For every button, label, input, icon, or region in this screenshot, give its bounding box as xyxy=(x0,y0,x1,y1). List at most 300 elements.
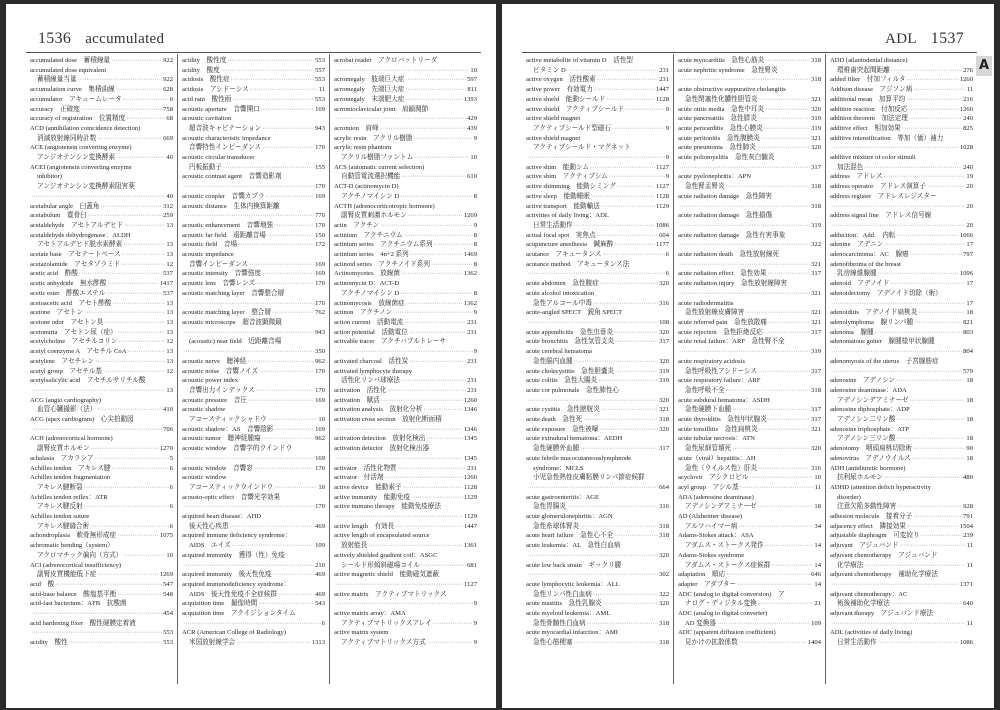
dictionary-entry xyxy=(678,396,821,415)
entry-term: accumulator アキュームレータ xyxy=(30,95,122,103)
entry-term: activities of daily living：ADL xyxy=(526,212,609,220)
page-reference: 6 xyxy=(169,464,173,472)
entry-line xyxy=(830,75,973,85)
dictionary-entry xyxy=(334,386,477,396)
entry-term: ACG (angio cardiography) xyxy=(30,396,102,404)
entry-line xyxy=(830,396,973,406)
dictionary-entry xyxy=(30,250,173,260)
entry-term: adapter アダプター xyxy=(678,580,737,588)
page-reference: 1346 xyxy=(463,406,477,414)
dot-leader xyxy=(434,240,473,250)
entry-line xyxy=(334,541,477,551)
entry-term: activator 付活剤 xyxy=(334,474,384,482)
dictionary-entry xyxy=(334,570,477,589)
dictionary-entry xyxy=(334,367,477,386)
entry-line xyxy=(830,541,973,551)
entry-line xyxy=(526,609,669,619)
page-reference: 5 xyxy=(169,454,173,462)
dictionary-entry xyxy=(830,211,973,230)
entry-term: acute radiation injury 急性放射線障害 xyxy=(678,280,788,288)
entry-term: acid hardening fixer 酸性硬膜定着液 xyxy=(30,619,136,627)
dot-leader xyxy=(878,638,959,648)
entry-term: acidosis 酸性症 xyxy=(182,76,230,84)
entry-line xyxy=(334,454,477,464)
page-reference: 319 xyxy=(811,124,821,132)
entry-line xyxy=(678,308,821,318)
dot-leader xyxy=(679,240,810,250)
entry-line xyxy=(334,561,477,571)
dictionary-entry xyxy=(334,444,477,463)
entry-line xyxy=(182,143,325,153)
entry-term: acute pericarditis 急性心膜炎 xyxy=(678,124,763,132)
guide-word: accumulated xyxy=(85,31,165,47)
dictionary-entry xyxy=(334,434,477,444)
dot-leader xyxy=(405,85,466,95)
entry-line xyxy=(678,483,821,493)
entry-line xyxy=(830,289,973,299)
dot-leader xyxy=(183,454,314,464)
entry-term: 音響特性インピーダンス xyxy=(189,144,262,152)
dictionary-entry xyxy=(182,357,325,367)
entry-line xyxy=(30,454,173,464)
dot-leader xyxy=(580,522,658,532)
dictionary-entry xyxy=(678,134,821,144)
entry-term: adenoidectomy アデノイド切除（術） xyxy=(830,289,942,297)
entry-term: ADC (analog to digital conversion) ア xyxy=(678,590,785,598)
entry-line xyxy=(182,250,325,260)
page-reference: 664 xyxy=(659,483,669,491)
dot-leader xyxy=(614,531,658,541)
dot-leader xyxy=(896,376,965,386)
dot-leader xyxy=(587,619,658,629)
dictionary-entry xyxy=(526,628,669,647)
entry-term: acyclovir アシクロビル xyxy=(678,474,749,482)
page-reference: 1086 xyxy=(655,221,669,229)
entry-term: acute glomerulonephritis：AGN xyxy=(526,513,613,521)
entry-term: active device 能動素子 xyxy=(334,483,402,491)
entry-line xyxy=(30,260,173,270)
dot-leader xyxy=(384,473,462,483)
page-reference: 1260 xyxy=(959,105,973,113)
dictionary-entry xyxy=(830,609,973,628)
dot-leader xyxy=(262,143,314,153)
page-reference: 9 xyxy=(665,173,669,181)
entry-line xyxy=(30,386,173,396)
entry-line xyxy=(526,599,669,609)
page-reference: 322 xyxy=(811,241,821,249)
entry-term: acoustic window 音響窓 xyxy=(182,464,253,472)
page-reference: 1346 xyxy=(463,425,477,433)
dictionary-entry xyxy=(526,134,669,163)
entry-line xyxy=(30,299,173,309)
dictionary-entry xyxy=(182,75,325,85)
entry-term: acute heart failure 急性心不全 xyxy=(526,532,614,540)
dictionary-entry xyxy=(334,628,477,647)
dictionary-entry xyxy=(182,570,325,580)
dictionary-entry xyxy=(830,308,973,318)
dictionary-entry xyxy=(526,386,669,405)
dot-leader xyxy=(274,221,314,231)
entry-term: AIDS エイズ xyxy=(189,542,231,550)
entry-line xyxy=(678,502,821,512)
entry-term: アセトアルデヒド脱水素酵素 xyxy=(37,241,123,249)
entry-term: acid 酸 xyxy=(30,580,55,588)
dot-leader xyxy=(913,512,962,522)
dot-leader xyxy=(679,347,810,357)
entry-term: active length 有効長 xyxy=(334,522,395,530)
page-reference: 9 xyxy=(473,309,477,317)
entry-line xyxy=(678,367,821,377)
dictionary-entry xyxy=(182,337,325,356)
page-reference: 170 xyxy=(315,386,325,394)
entry-term: acquisition time 撮像時間 xyxy=(182,600,258,608)
dot-leader xyxy=(593,590,658,600)
dictionary-entry xyxy=(30,638,173,648)
dot-leader xyxy=(765,105,810,115)
page-reference: 9 xyxy=(473,600,477,608)
entry-term: acetic ester 酢酸エステル xyxy=(30,289,106,297)
page-reference: 321 xyxy=(811,260,821,268)
guide-word: ADL xyxy=(885,31,917,47)
dictionary-entry xyxy=(830,551,973,570)
page-reference: 13 xyxy=(166,328,173,336)
entry-term: active immuno therapy 能動免疫療法 xyxy=(334,503,441,511)
dictionary-entry xyxy=(678,328,821,338)
dictionary-entry xyxy=(830,337,973,356)
dictionary-entry xyxy=(678,143,821,153)
entry-line xyxy=(526,240,669,250)
entry-term: 急性腎盂腎炎 xyxy=(685,183,725,191)
dictionary-entry xyxy=(678,124,821,134)
page-reference: 320 xyxy=(659,396,669,404)
entry-line xyxy=(526,415,669,425)
dictionary-entry xyxy=(678,172,821,191)
dictionary-entry xyxy=(526,561,669,580)
page-reference: 553 xyxy=(163,639,173,647)
dictionary-entry xyxy=(334,95,477,105)
dictionary-entry xyxy=(334,337,477,356)
entry-line xyxy=(30,211,173,221)
dictionary-entry xyxy=(30,590,173,600)
dot-leader xyxy=(757,143,810,153)
entry-term: acoustic distance 生体内換算距離 xyxy=(182,202,280,210)
dictionary-entry xyxy=(30,163,173,202)
entry-line xyxy=(334,289,477,299)
entry-term: acute low back strain ギックリ腰 xyxy=(526,561,622,569)
entry-line xyxy=(678,405,821,415)
page-reference: 317 xyxy=(811,328,821,336)
page-reference: 259 xyxy=(163,212,173,220)
entry-term: adjuvant chemotherapy：AC xyxy=(830,590,908,598)
dot-leader xyxy=(88,211,162,221)
entry-term: achalasia アカラシア xyxy=(30,454,94,462)
dictionary-entry xyxy=(678,56,821,66)
entry-line xyxy=(30,163,173,173)
page-reference: 170 xyxy=(315,503,325,511)
entry-line xyxy=(526,502,669,512)
page-reference: 922 xyxy=(163,76,173,84)
dot-leader xyxy=(335,114,466,124)
page-reference: 10 xyxy=(814,474,821,482)
dot-leader xyxy=(909,114,962,124)
entry-term: acute-angled SPECT 鋭角 SPECT xyxy=(526,309,623,317)
entry-line xyxy=(30,434,173,444)
entry-line xyxy=(334,434,477,444)
dictionary-entry xyxy=(526,211,669,230)
dictionary-entry xyxy=(30,376,173,395)
dictionary-entry xyxy=(526,531,669,541)
dictionary-entry xyxy=(526,609,669,628)
page-reference: 825 xyxy=(963,124,973,132)
dictionary-entry xyxy=(526,337,669,347)
entry-term: 超音波キャビテーション xyxy=(189,124,262,132)
dictionary-entry xyxy=(30,124,173,143)
entry-line xyxy=(334,638,477,648)
page-reference: 321 xyxy=(811,134,821,142)
dot-leader xyxy=(335,454,463,464)
page-reference: 14 xyxy=(814,561,821,569)
entry-line xyxy=(30,628,173,638)
entry-line xyxy=(334,231,477,241)
dictionary-entry xyxy=(334,590,477,609)
dot-leader xyxy=(403,483,463,493)
dot-leader xyxy=(183,328,314,338)
entry-line xyxy=(830,124,973,134)
page-reference: 169 xyxy=(315,396,325,404)
entry-line xyxy=(678,163,821,173)
page-reference: 320 xyxy=(811,105,821,113)
page-reference: 1362 xyxy=(463,270,477,278)
entry-column xyxy=(330,54,481,684)
entry-line xyxy=(30,85,173,95)
dot-leader xyxy=(400,289,473,299)
dictionary-entry xyxy=(526,56,669,75)
entry-term: アクティブシールド型磁石 xyxy=(533,124,612,132)
dot-leader xyxy=(55,580,162,590)
dictionary-entry xyxy=(30,114,173,124)
dictionary-entry xyxy=(830,512,973,522)
entry-term: 副腎皮質ホルモン xyxy=(37,445,90,453)
entry-line xyxy=(678,279,821,289)
page-reference: 1127 xyxy=(656,183,669,191)
dot-leader xyxy=(404,231,473,241)
dot-leader xyxy=(411,493,463,503)
dictionary-entry xyxy=(30,464,173,474)
entry-line xyxy=(182,211,325,221)
dot-leader xyxy=(927,182,965,192)
entry-line xyxy=(678,240,821,250)
dot-leader xyxy=(884,172,966,182)
page-reference: 231 xyxy=(467,386,477,394)
dictionary-entry xyxy=(830,134,973,153)
dot-leader xyxy=(831,580,959,590)
page-reference: 8 xyxy=(473,260,477,268)
entry-line xyxy=(678,531,821,541)
entry-line xyxy=(830,599,973,609)
entry-line xyxy=(830,590,973,600)
page-reference: 1393 xyxy=(463,95,477,103)
entry-line xyxy=(830,163,973,173)
page-reference: 216 xyxy=(963,95,973,103)
dot-leader xyxy=(97,405,162,415)
dot-leader xyxy=(69,638,162,648)
dictionary-entry xyxy=(830,483,973,512)
page-reference: 1260 xyxy=(463,396,477,404)
entry-line xyxy=(30,464,173,474)
header-rule xyxy=(522,52,977,53)
dictionary-entry xyxy=(182,464,325,474)
entry-line xyxy=(334,279,477,289)
entry-line xyxy=(678,638,821,648)
entry-line xyxy=(678,202,821,212)
dictionary-entry xyxy=(182,308,325,318)
dot-leader xyxy=(601,405,658,415)
entry-line xyxy=(334,153,477,163)
entry-line xyxy=(526,328,669,338)
dot-leader xyxy=(431,260,473,270)
dictionary-entry xyxy=(830,328,973,338)
dictionary-entry xyxy=(526,434,669,453)
page-reference: 17 xyxy=(966,241,973,249)
dictionary-entry xyxy=(526,308,669,327)
dot-leader xyxy=(603,599,658,609)
entry-term: Adams-Stokes syndrome xyxy=(678,551,745,559)
entry-term: activation 賦活 xyxy=(334,396,380,404)
entry-line xyxy=(678,221,821,231)
page-reference: 1028 xyxy=(959,144,973,152)
dot-leader xyxy=(273,570,315,580)
entry-line xyxy=(30,619,173,629)
page-reference: 40 xyxy=(166,154,173,162)
dictionary-entry xyxy=(678,415,821,425)
entry-line xyxy=(830,279,973,289)
entry-term: acquired immune deficiency syndrome： xyxy=(182,532,292,540)
page-reference: 321 xyxy=(811,309,821,317)
entry-line xyxy=(182,464,325,474)
dictionary-entry xyxy=(526,95,669,105)
entry-line xyxy=(678,590,821,600)
entry-line xyxy=(30,202,173,212)
page-reference: 318 xyxy=(659,522,669,530)
entry-line xyxy=(526,337,669,347)
entry-term: ADC (analog to digital converter) xyxy=(678,610,768,618)
thumb-index-tab[interactable]: A xyxy=(976,56,992,76)
page-reference: 1447 xyxy=(463,522,477,530)
entry-term: acetic anhydride 無水酢酸 xyxy=(30,280,107,288)
entry-line xyxy=(30,531,173,541)
entry-term: acoustic window 音響学的ウインドウ xyxy=(182,445,293,453)
dictionary-entry xyxy=(830,260,973,279)
entry-term: アクチノマイシン D xyxy=(341,192,400,200)
dictionary-entry xyxy=(30,231,173,250)
page-reference: 170 xyxy=(315,299,325,307)
entry-term: acoustic cavitation xyxy=(182,115,232,123)
dictionary-entry xyxy=(30,95,173,105)
dictionary-entry xyxy=(830,531,973,541)
entry-term: accuracy of registration 位置精度 xyxy=(30,115,126,123)
entry-line xyxy=(334,464,477,474)
page-reference: 317 xyxy=(811,163,821,171)
dot-leader xyxy=(761,134,810,144)
entry-term: acoustic far field 遠距離音場 xyxy=(182,231,266,239)
dictionary-entry xyxy=(334,522,477,532)
entry-term: acetaldehyde dehydrogenase：ALDH xyxy=(30,231,131,239)
entry-term: acute radiation death 急性放射線死 xyxy=(678,251,780,259)
entry-term: シールド形傾斜磁場コイル xyxy=(341,561,420,569)
entry-term: ACS (automatic current selection) xyxy=(334,163,425,171)
entry-line xyxy=(526,483,669,493)
entry-term: accuracy 正確度 xyxy=(30,105,80,113)
entry-term: acid-base balance 酸塩基平衡 xyxy=(30,590,117,598)
entry-line xyxy=(182,289,325,299)
dictionary-entry xyxy=(526,75,669,85)
dot-leader xyxy=(183,347,314,357)
page-reference: 762 xyxy=(315,309,325,317)
entry-line xyxy=(334,105,477,115)
entry-line xyxy=(334,512,477,522)
entry-line xyxy=(334,114,477,124)
page-reference: 1269 xyxy=(463,212,477,220)
page-reference: 811 xyxy=(467,86,477,94)
dot-leader xyxy=(906,95,962,105)
dictionary-entry xyxy=(830,114,973,124)
dot-leader xyxy=(116,153,165,163)
entry-line xyxy=(30,473,173,483)
entry-line xyxy=(678,522,821,532)
entry-line xyxy=(334,202,477,212)
dictionary-entry xyxy=(830,172,973,182)
dictionary-entry xyxy=(334,250,477,260)
dictionary-entry xyxy=(182,240,325,250)
entry-term: acute subdural hematoma：ASDH xyxy=(678,396,770,404)
entry-term: active length of encapsulated source xyxy=(334,532,430,540)
entry-term: 後天性心疾患 xyxy=(189,522,229,530)
entry-column xyxy=(674,54,826,684)
entry-term: アダムス・ストークス症候群 xyxy=(685,561,771,569)
dictionary-entry xyxy=(830,153,973,172)
page-reference: 791 xyxy=(963,513,973,521)
entry-term: actin アクチン xyxy=(334,221,380,229)
entry-line xyxy=(678,269,821,279)
entry-term: adenomyosis of the uterus 子宮腺筋症 xyxy=(830,357,939,365)
entry-line xyxy=(678,357,821,367)
entry-line xyxy=(678,66,821,76)
page-reference: 317 xyxy=(811,367,821,375)
entry-term: acute myeloid leukemia：AML xyxy=(526,610,611,618)
dot-leader xyxy=(597,75,658,85)
entry-line xyxy=(678,619,821,629)
entry-term: acoustic lens 音響レンズ xyxy=(182,280,256,288)
entry-term: acetylcholine アセチルコリン xyxy=(30,338,118,346)
entry-term: acromegaly 先端巨大症 xyxy=(334,86,405,94)
page-reference: 1128 xyxy=(656,95,669,103)
entry-line xyxy=(30,522,173,532)
dot-leader xyxy=(679,260,810,270)
page-reference: 150 xyxy=(315,231,325,239)
entry-term: acute appendicitis 急性虫垂炎 xyxy=(526,328,613,336)
entry-line xyxy=(182,590,325,600)
dot-leader xyxy=(921,531,963,541)
dictionary-entry xyxy=(526,192,669,202)
entry-line xyxy=(30,590,173,600)
dictionary-entry xyxy=(678,66,821,85)
dot-leader xyxy=(95,454,169,464)
page-reference: 231 xyxy=(467,318,477,326)
dot-leader xyxy=(614,240,655,250)
dot-leader xyxy=(81,105,162,115)
entry-term: acousto-optic effect 音響光学効果 xyxy=(182,493,281,501)
dictionary-entry xyxy=(182,531,325,550)
